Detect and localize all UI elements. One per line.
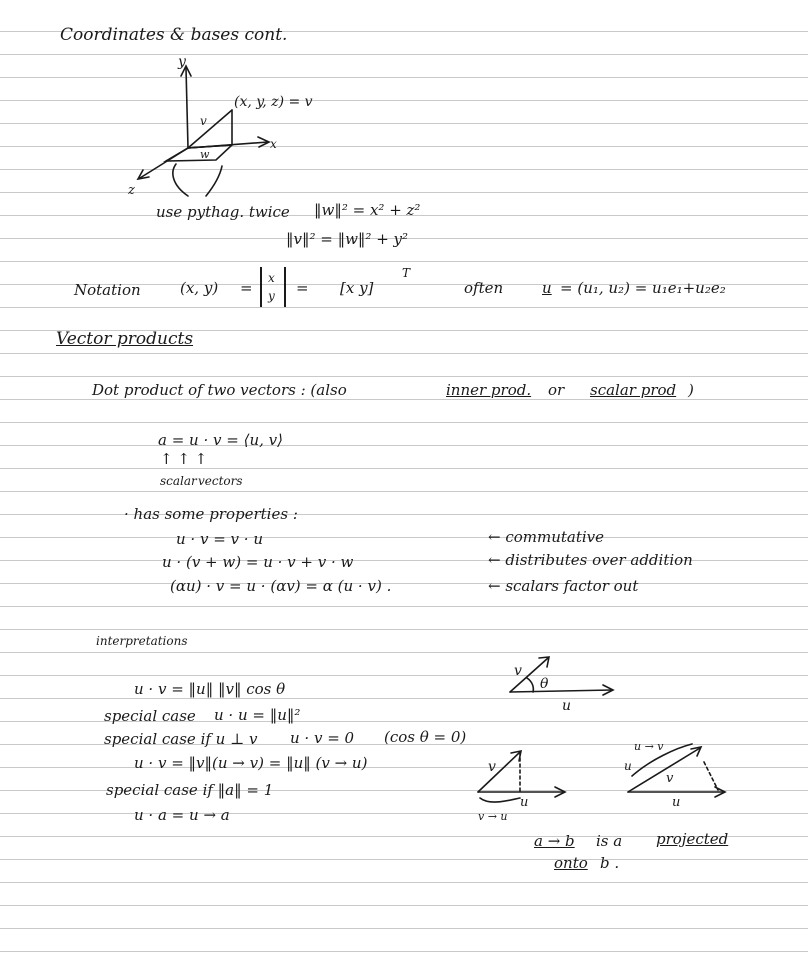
column-vector-top: x xyxy=(268,271,275,285)
proj1-label-v: v xyxy=(488,759,496,775)
interp-line-1: u · v = ‖u‖ ‖v‖ cos θ xyxy=(134,680,286,698)
notation-lhs: (x, y) xyxy=(180,279,219,297)
notation-transpose: T xyxy=(402,266,411,280)
angle-label-v: v xyxy=(514,663,522,679)
interp-line-4: u · v = ‖v‖(u → v) = ‖u‖ (v → u) xyxy=(134,754,368,772)
interp-special-2-note: (cos θ = 0) xyxy=(384,728,467,746)
section-title: Vector products xyxy=(56,329,194,349)
notation-often: often xyxy=(464,279,504,297)
dot-intro-text: Dot product of two vectors : (also xyxy=(92,381,347,399)
notation-eq1: = xyxy=(240,279,253,297)
notation-row-vector: [x y] xyxy=(340,279,374,297)
property-3-formula: (αu) · v = u · (αv) = α (u · v) . xyxy=(170,577,392,595)
interp-special-2-formula: u · v = 0 xyxy=(290,729,355,747)
dot-definition-arrows: ↑ ↑ ↑ xyxy=(160,450,208,468)
angle-label-theta: θ xyxy=(540,676,549,692)
angle-label-u: u xyxy=(562,698,572,714)
property-1-formula: u · v = v · u xyxy=(176,530,263,548)
page-heading: Coordinates & bases cont. xyxy=(60,25,288,45)
property-2-note: ← distributes over addition xyxy=(488,551,693,569)
label-x: x xyxy=(270,137,277,151)
dot-definition: a = u · v = ⟨u, v⟩ xyxy=(158,431,283,449)
proj1-label-u: u xyxy=(520,795,529,810)
notation-label: Notation xyxy=(74,281,141,299)
label-v: v xyxy=(200,114,207,128)
proj2-dropline xyxy=(704,762,718,790)
label-w: w xyxy=(200,148,210,161)
proj2-label-v: v xyxy=(666,771,674,786)
pythag-eq2: ‖v‖² = ‖w‖² + y² xyxy=(286,230,409,248)
dot-intro-scalar: scalar prod xyxy=(590,381,677,399)
property-2-formula: u · (v + w) = u · v + v · w xyxy=(162,553,354,571)
projection-note-arrow: a → b xyxy=(534,832,575,850)
interp-special-1-label: special case xyxy=(104,707,196,725)
property-3-note: ← scalars factor out xyxy=(488,577,639,595)
notation-u-expansion: = (u₁, u₂) = u₁e₁+u₂e₂ xyxy=(560,279,726,297)
column-vector-bottom: y xyxy=(268,289,275,303)
label-point: (x, y, z) = v xyxy=(234,94,313,110)
interp-special-2-label: special case if u ⊥ v xyxy=(104,730,258,748)
dot-intro-close: ) xyxy=(688,381,694,399)
label-y: y xyxy=(178,54,186,70)
dot-intro-inner: inner prod. xyxy=(446,381,532,399)
proj2-label-u: u xyxy=(672,795,681,810)
proj2-label-top: u → v xyxy=(634,740,664,753)
projection-note-is-a: is a xyxy=(596,832,623,850)
property-1-note: ← commutative xyxy=(488,528,605,546)
label-z: z xyxy=(128,183,135,198)
notation-u: u xyxy=(542,279,552,297)
proj1-label-bottom: v → u xyxy=(478,810,508,823)
interp-special-1-formula: u · u = ‖u‖² xyxy=(214,706,301,724)
scalar-label: scalar xyxy=(160,474,197,488)
projection-note-b: b . xyxy=(600,854,620,872)
interp-special-3-label: special case if ‖a‖ = 1 xyxy=(106,781,274,799)
dot-intro-or: or xyxy=(548,381,565,399)
pythag-eq1: ‖w‖² = x² + z² xyxy=(314,201,421,219)
interpretations-heading: interpretations xyxy=(96,634,188,648)
projection-note-onto: onto xyxy=(554,854,588,872)
proj2-label-side: u xyxy=(624,759,632,773)
vectors-label: vectors xyxy=(198,474,243,488)
properties-intro: · has some properties : xyxy=(124,505,298,523)
projection-note-projected: projected xyxy=(656,830,729,848)
pythag-note: use pythag. twice xyxy=(156,203,290,221)
interp-line-6: u · a = u → a xyxy=(134,806,230,824)
notation-eq2: = xyxy=(296,279,309,297)
